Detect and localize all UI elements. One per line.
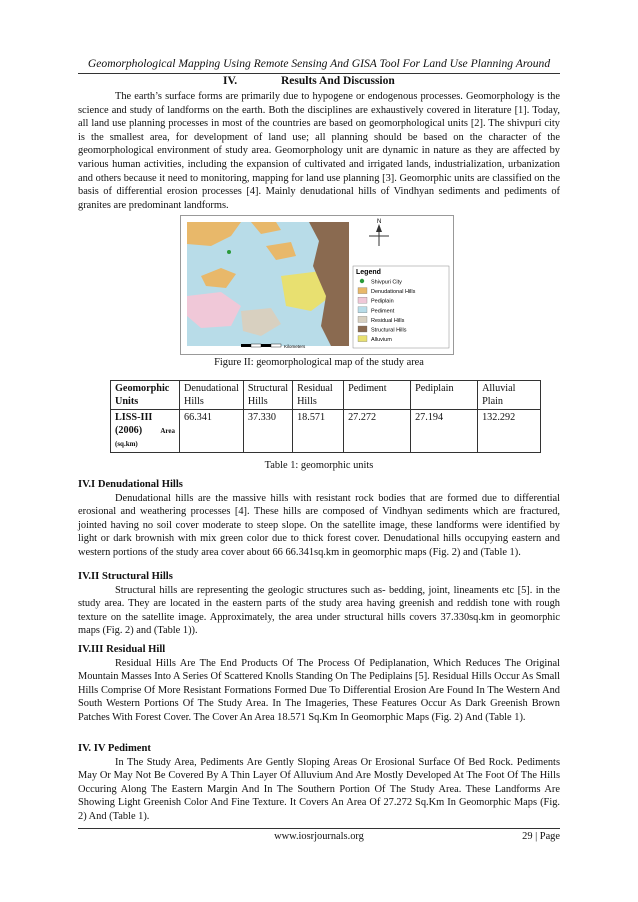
legend-label: Shivpuri City [371,279,402,286]
table-col-header: Pediment [344,381,411,410]
legend-swatch [358,297,367,303]
table-col-header: Pediplain [411,381,478,410]
section-number: IV. [223,75,238,87]
geomorphological-map [181,216,453,354]
intro-block [78,90,560,212]
table-cell: 132.292 [478,410,541,453]
table-cell: 37.330 [243,410,292,453]
table-cell: 66.341 [180,410,244,453]
legend-swatch [358,307,367,313]
legend-title: Legend [356,269,381,276]
row-label-area: Area [160,427,175,435]
legend-label: Pediplain [371,298,394,305]
legend-label: Residual Hills [371,317,405,324]
legend-label: Denudational Hills [371,289,416,296]
subsection-pediment [78,742,560,824]
table-cell: 18.571 [293,410,344,453]
subsection-residual [78,643,560,725]
subsection-heading: IV.III Residual Hill [78,644,166,655]
subsection-text: Structural hills are representing the geologic structures such as- bedding, joint, lineaments etc [5]. in the study area. They are located in the eastern parts of the study area having greenish and reddish tone with rough texture on the satellite image. Approximately, the area under structural hills covers 37.330sq.km in geomorphic maps (Fig. 2) and (Table 1)). [78,584,560,637]
geomorphological-map-figure [180,215,454,355]
scale-label: Kilometers [284,344,306,349]
legend-label: Structural Hills [371,327,407,334]
table-caption: Table 1: geomorphic units [264,460,374,471]
running-head: Geomorphological Mapping Using Remote Sensing And GISA Tool For Land Use Planning Around [87,57,551,70]
subsection-structural [78,570,560,638]
legend-label: Pediment [371,308,395,315]
table-col-header: Structural Hills [243,381,292,410]
legend-swatch [360,279,364,283]
table-col-header: Residual Hills [293,381,344,410]
footer-page-number: 29 | Page [522,831,560,842]
table-cell: 27.194 [411,410,478,453]
row-label-main: LISS-III (2006) [115,412,153,436]
legend-swatch [358,336,367,342]
north-label: N [377,219,382,225]
intro-paragraph: The earth’s surface forms are primarily due to hypogene or endogenous processes. Geomorphology is the science and study of landforms on the earth. Both the disciplines are exhaustively covered in literature [1]. Today, all land use planning processes in most of the countries are based on geomorphological units [2]. The shivpuri city is the smallest area, for development of land use; all planning should be based on the character of the geomorphological environment of study area. Geomorphology unit are dynamic in nature as they are affected by various human activities, including the expansion of cultivated and irrigated lands, industrialization, urbanization and others because it need to monitoring, mapping for land use planning [3]. Geomorphic units are classified on the basis of differential erosion processes [4]. Mainly denudational hills of Vindhyan sediments and pediments of granites are predominant landforms. [78,91,560,211]
figure-caption: Figure II: geomorphological map of the study area [214,357,424,368]
subsection-text: In The Study Area, Pediments Are Gently Sloping Areas Or Erosional Surface Of Bed Rock. Pediments May Or May Not Be Covered By A Thin Layer Of Alluvium And Are Mostly Developed At The Foot Of The Hills Occuring Along The Eastern Margin And In The Southern Portion Of The Study Area. These Landforms Are Showing Light Greenish Color And Fine Texture. It Covers An Area Of 27.272 Sq.Km In Geomorphic Maps (Fig. 2) And (Table 1). [78,756,560,822]
legend-label: Alluvium [371,337,392,344]
table-col-header: Alluvial Plain [478,381,541,410]
table-row [111,410,541,453]
table-header-row [111,381,541,410]
subsection-denudational [78,478,560,560]
subsection-heading: IV. IV Pediment [78,743,151,754]
map-legend [353,266,449,348]
legend-swatch [358,316,367,322]
section-title: Results And Discussion [281,75,395,87]
subsection-text: Denudational hills are the massive hills with resistant rock bodies that are formed due to differential erosional and weathering processes [4]. These hills are composed of Vindhyan sediments which are fractured, jointed having no soil cover moderate to steep slope. On the satellite image, these landforms were identified by light or dark brownish with mix green color due to thick forest cover. Denudational hills occupying eastern and western portions of the study area cover about 66 66.341sq.km in geomorphic maps (Fig. 2) and (Table 1). [78,492,560,558]
shivpuri-city-marker [227,250,231,254]
legend-swatch [358,288,367,294]
header-rule [78,73,560,74]
table-col-header: Denudational Hills [180,381,244,410]
table-cell: 27.272 [344,410,411,453]
footer-url: www.iosrjournals.org [274,831,364,842]
legend-swatch [358,326,367,332]
row-label-unit: (sq.km) [115,440,138,448]
table-row-label [111,410,180,453]
subsection-heading: IV.I Denudational Hills [78,479,183,490]
geomorphic-units-table [110,380,541,453]
table-header-first: Geomorphic Units [111,381,180,410]
subsection-text: Residual Hills Are The End Products Of The Process Of Pediplanation, Which Reduces The Original Mountain Masses Into A Series Of Scattered Knolls Standing On The Pediplains [5]. Residual Hills Occur As Small Hills Comprise Of More Resistant Formations Formed Due To Differential Erosion Are Found In The Western And South Western Portions Of The Study Area. In The Imageries, These Features Occur As Dark Greenish Brown Patches With Forest Cover. The Cover An Area 18.571 Sq.Km In Geomorphic Maps (Fig. 2) And (Table 1). [78,657,560,723]
subsection-heading: IV.II Structural Hills [78,571,173,582]
footer-rule [78,828,560,829]
